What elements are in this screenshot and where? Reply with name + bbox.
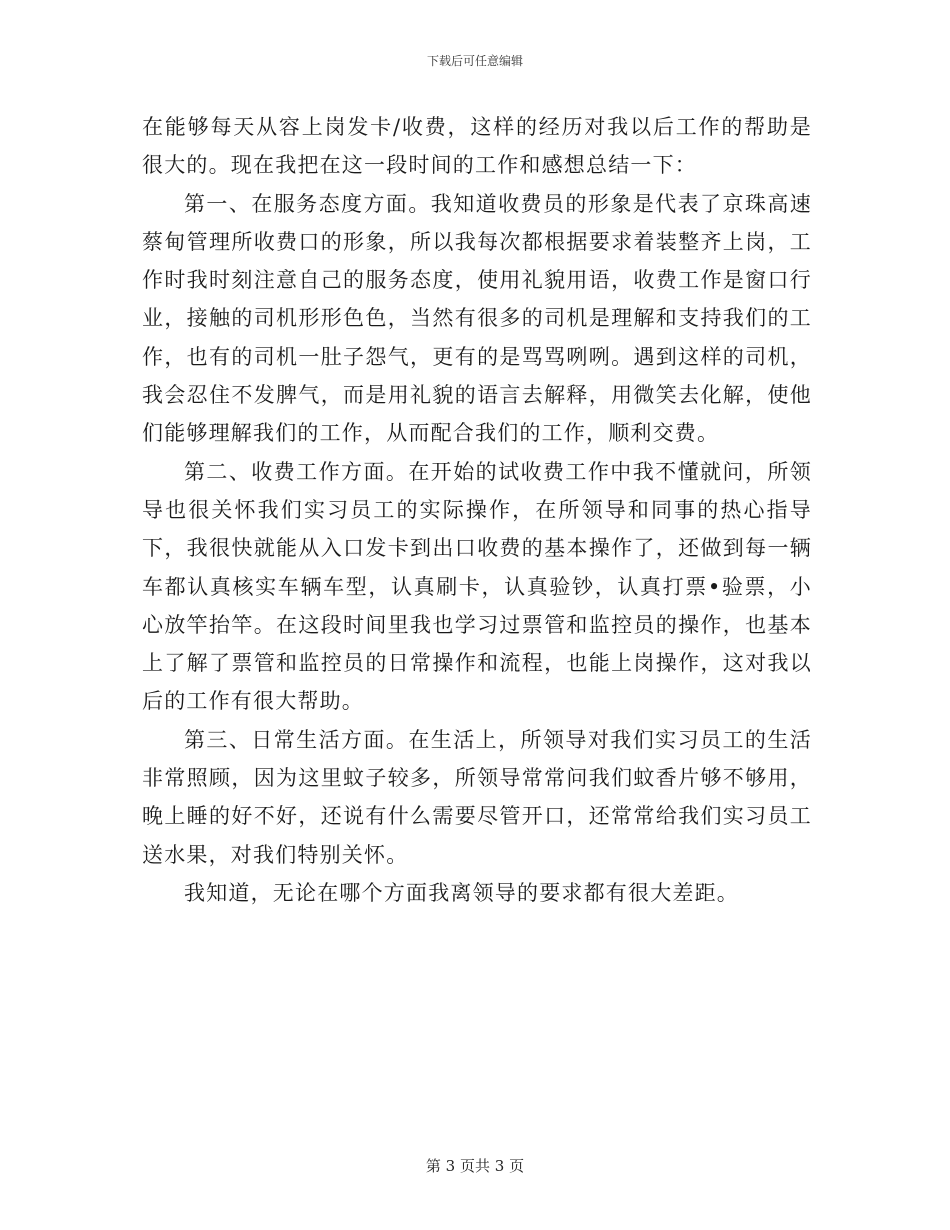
paragraph-continuation: 在能够每天从容上岗发卡/收费，这样的经历对我以后工作的帮助是很大的。现在我把在这一段时间的工作和感想总结一下： — [142, 115, 812, 178]
paragraph-toll-work: 第二、收费工作方面。在开始的试收费工作中我不懂就问，所领导也很关怀我们实习员工的实际操作，在所领导和同事的热心指导下，我很快就能从入口发卡到出口收费的基本操作了，还做到每一辆车都认真核实车辆车型，认真刷卡，认真验钞，认真打票•验票，小心放竿抬竿。在这段时间里我也学习过票管和监控员的操作，也基本上了解了票管和监控员的日常操作和流程，也能上岗操作，这对我以后的工作有很大帮助。 — [142, 459, 812, 714]
paragraph-conclusion: 我知道，无论在哪个方面我离领导的要求都有很大差距。 — [184, 880, 739, 905]
document-body — [142, 108, 812, 912]
page-number: 第 3 页共 3 页 — [425, 1157, 525, 1175]
header-note: 下载后可任意编辑 — [426, 54, 523, 68]
paragraph-daily-life: 第三、日常生活方面。在生活上，所领导对我们实习员工的生活非常照顾，因为这里蚊子较多，所领导常常问我们蚊香片够不够用，晚上睡的好不好，还说有什么需要尽管开口，还常常给我们实习员工送水果，对我们特别关怀。 — [142, 727, 812, 867]
paragraph-service-attitude: 第一、在服务态度方面。我知道收费员的形象是代表了京珠高速蔡甸管理所收费口的形象，所以我每次都根据要求着装整齐上岗，工作时我时刻注意自己的服务态度，使用礼貌用语，收费工作是窗口行业，接触的司机形形色色，当然有很多的司机是理解和支持我们的工作，也有的司机一肚子怨气，更有的是骂骂咧咧。遇到这样的司机，我会忍住不发脾气，而是用礼貌的语言去解释，用微笑去化解，使他们能够理解我们的工作，从而配合我们的工作，顺利交费。 — [142, 191, 812, 446]
